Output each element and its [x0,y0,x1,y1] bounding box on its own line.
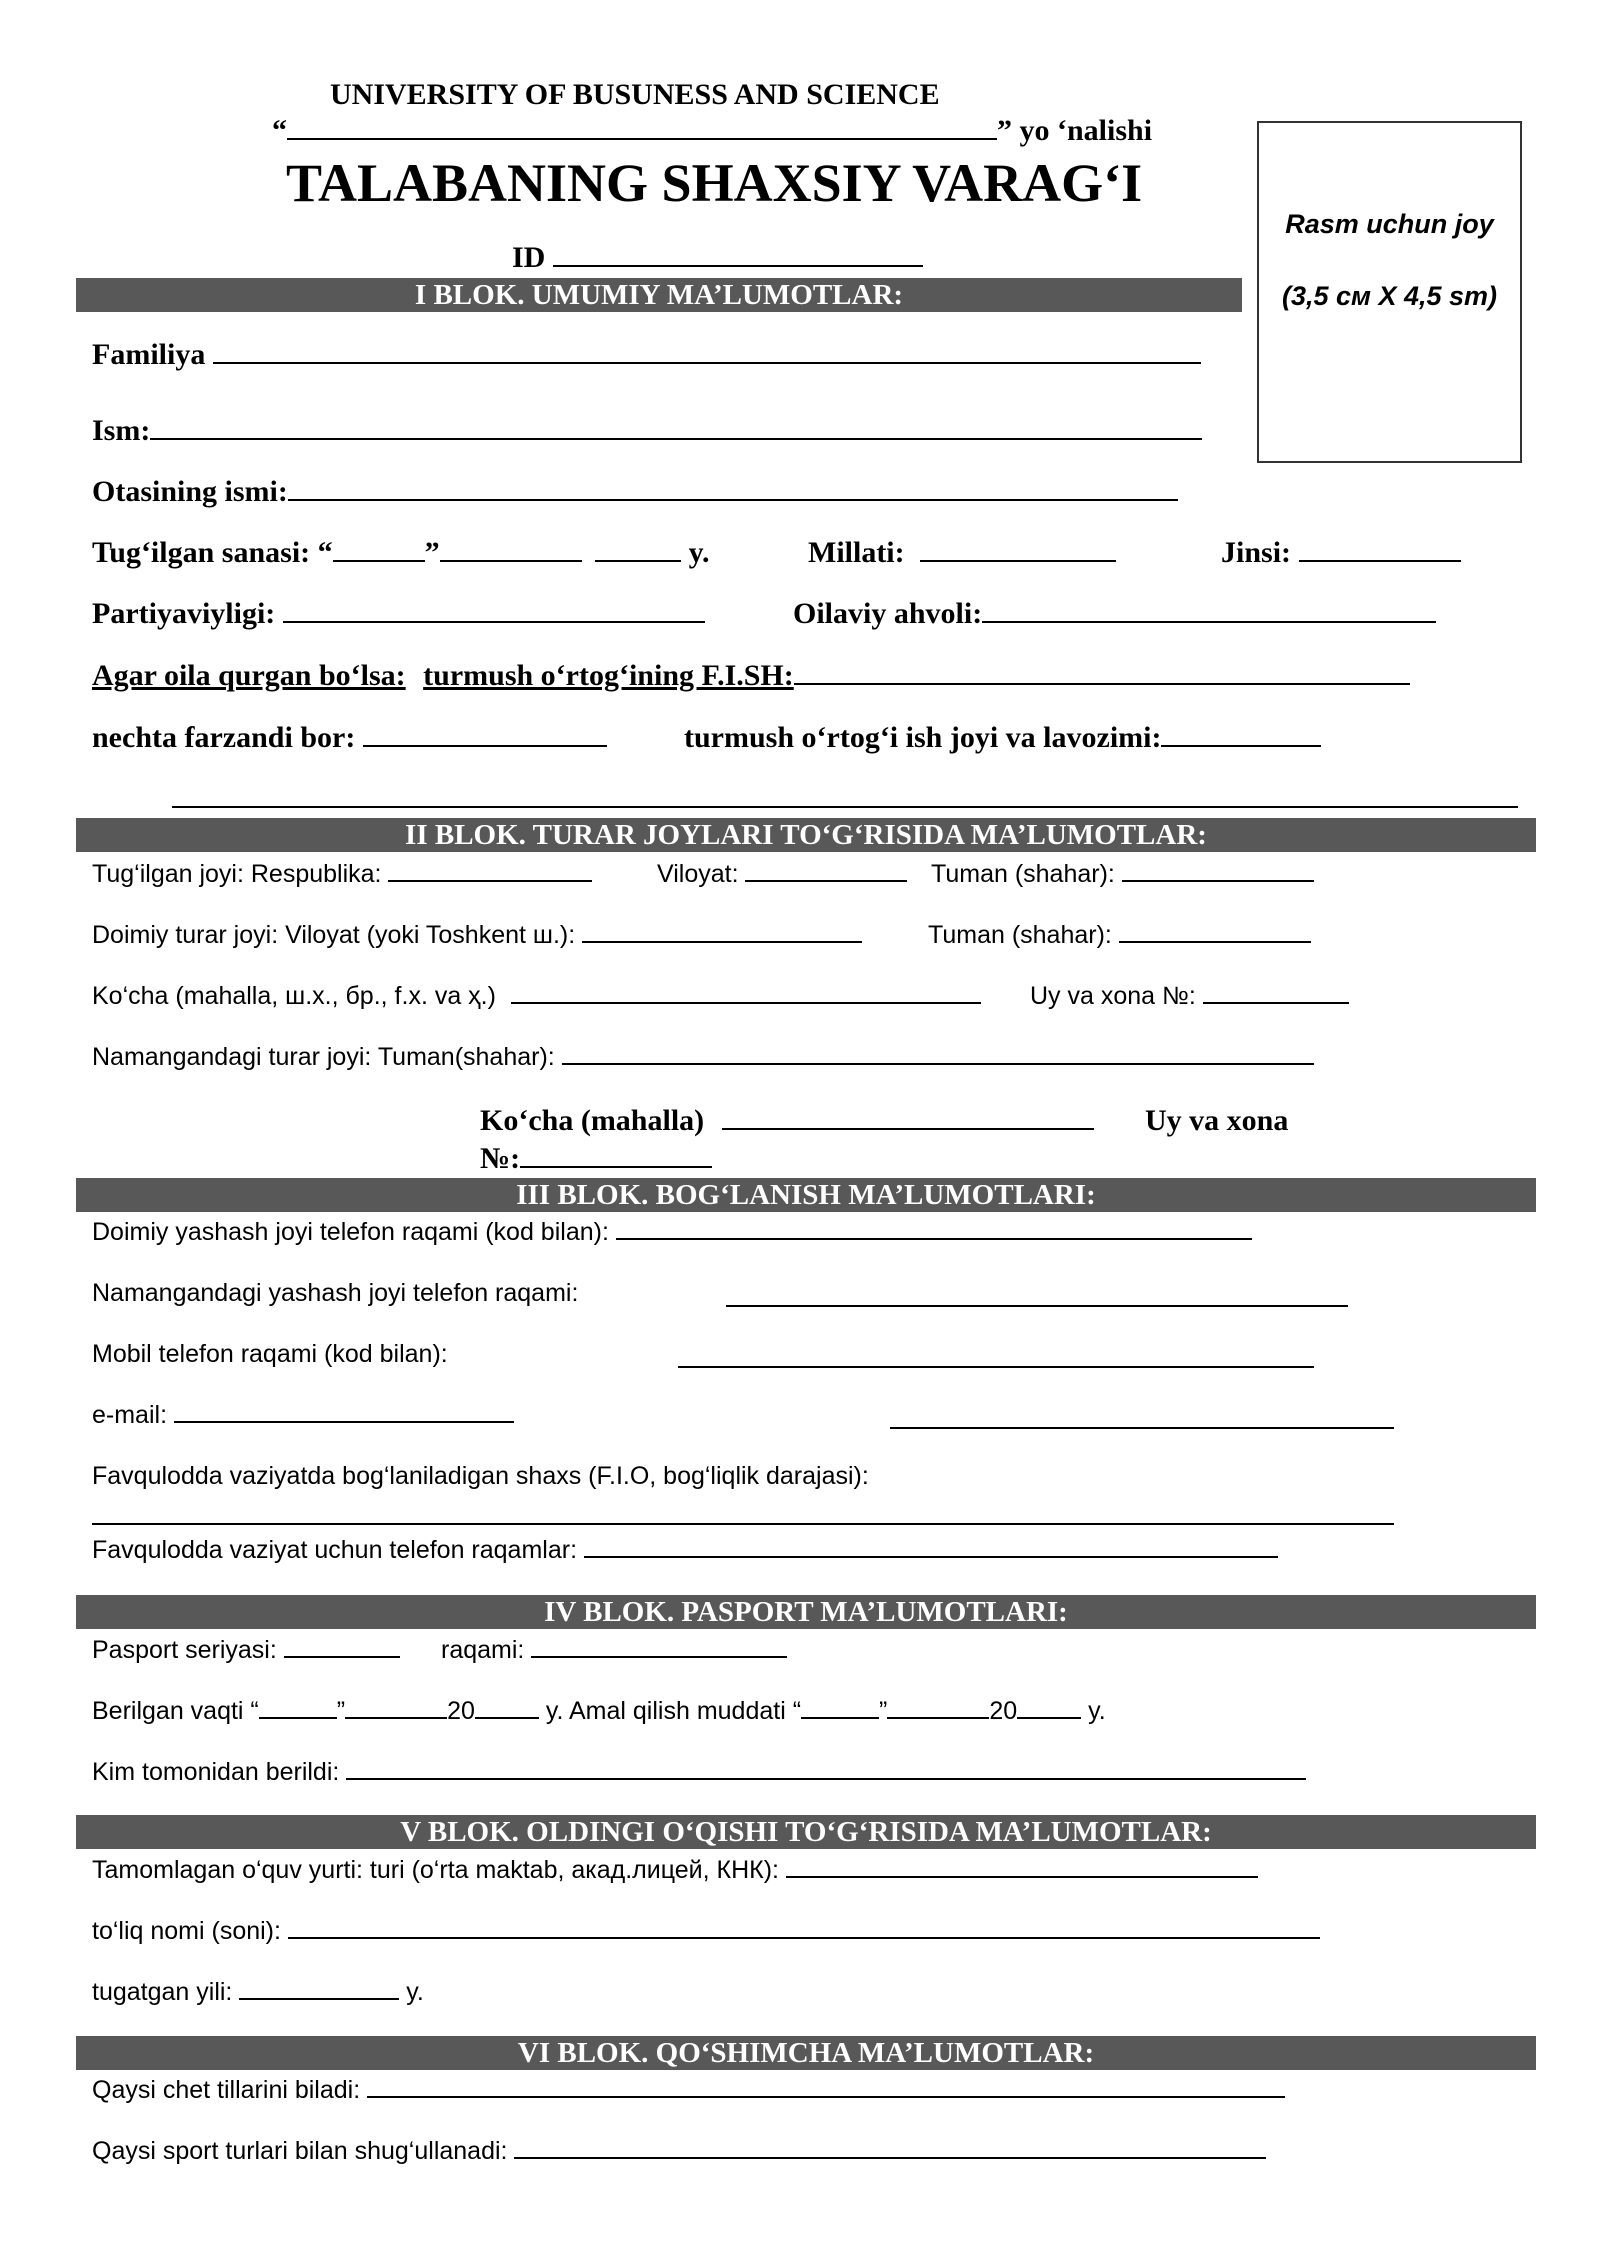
millati-row [808,536,1116,570]
otasining-ismi-label: Otasining ismi: [92,475,288,508]
viloyat-label: Viloyat: [657,860,739,888]
favq-tel-label: Favqulodda vaziyat uchun telefon raqamlar: [92,1536,578,1564]
ish-joyi-continuation-field[interactable] [172,806,1518,808]
doimiy-tel-row [92,1218,1252,1247]
tugatgan-suffix: y. [406,1978,424,2006]
email-label: e-mail: [92,1401,168,1429]
ism-label: Ism: [92,414,151,447]
namangan-turar-row [92,1043,1314,1072]
respublika-label: Tug‘ilgan joyi: Respublika: [92,860,382,888]
uy2b-row [480,1142,712,1176]
photo-size: (3,5 см X 4,5 sm) [1281,281,1498,311]
tugilgan-sanasi-label: Tug‘ilgan sanasi: “ [92,536,333,569]
email-extra-field[interactable] [890,1427,1394,1429]
berilgan-month-field[interactable] [345,1697,447,1719]
ism-field[interactable] [150,414,1202,440]
id-line [512,241,923,275]
turmush-fish-label: turmush o‘rtog‘ining F.I.SH: [423,659,794,692]
farzandi-row [92,721,607,755]
ish-joyi-label: turmush o‘rtog‘i ish joyi va lavozimi: [684,721,1162,754]
tuman-label: Tuman (shahar): [931,860,1115,888]
birth-quote: ” [424,536,440,569]
favq-row [92,1462,869,1491]
doimiy-tel-field[interactable] [616,1218,1252,1240]
uy-field[interactable] [1203,982,1349,1004]
viloyat-field[interactable] [745,860,907,882]
kim-field[interactable] [346,1758,1306,1780]
direction-field[interactable] [287,114,997,140]
partiyaviyligi-label: Partiyaviyligi: [92,597,276,630]
doimiy-tuman-field[interactable] [1119,921,1311,943]
partiyaviyligi-field[interactable] [283,597,705,623]
namangan-tel-row [92,1279,578,1308]
uy-row [1030,982,1349,1011]
amal-year-suffix: y. [1088,1697,1106,1725]
farzandi-label: nechta farzandi bor: [92,721,356,754]
uy2b-label: №: [480,1142,521,1175]
chet-row [92,2076,1285,2105]
oilaviy-label: Oilaviy ahvoli: [793,597,983,630]
block6-header: VI BLOK. QO‘SHIMCHA MA’LUMOTLAR: [76,2036,1536,2070]
otasining-ismi-field[interactable] [288,475,1178,501]
block4-header: IV BLOK. PASPORT MA’LUMOTLARI: [76,1595,1536,1629]
berilgan-century: 20 [447,1697,475,1725]
sport-row [92,2137,1266,2166]
id-label: ID [512,241,546,274]
jinsi-label: Jinsi: [1221,536,1292,569]
viloyat-row [657,860,907,889]
jinsi-row [1221,536,1461,570]
doimiy-turar-row [92,921,862,950]
kocha-row [92,982,981,1011]
familiya-label: Familiya [92,338,206,371]
seriya-field[interactable] [284,1636,400,1658]
raqami-field[interactable] [531,1636,787,1658]
tamom-field[interactable] [786,1856,1258,1878]
kim-label: Kim tomonidan berildi: [92,1758,340,1786]
doimiy-viloyat-field[interactable] [582,921,862,943]
otasining-ismi-row [92,475,1178,509]
doimiy-tuman-row [928,921,1311,950]
berilgan-quote: ” [336,1697,346,1725]
seriya-label: Pasport seriyasi: [92,1636,277,1664]
university-name: UNIVERSITY OF BUSUNESS AND SCIENCE [330,78,940,111]
millati-field[interactable] [920,536,1116,562]
favq-label: Favqulodda vaziyatda bog‘laniladigan shaxs (F.I.O, bog‘liqlik darajasi): [92,1462,869,1490]
tamom-label: Tamomlagan o‘quv yurti: turi (o‘rta maktab, акад.лицей, КНК): [92,1856,779,1884]
sport-field[interactable] [514,2137,1266,2159]
farzandi-field[interactable] [363,721,607,747]
birth-year-field[interactable] [595,536,681,562]
ish-joyi-field[interactable] [1161,721,1321,747]
tuman-row [931,860,1314,889]
familiya-row [92,338,1201,372]
uy2-row [1145,1104,1288,1138]
photo-label: Rasm uchun joy [1285,209,1494,239]
chet-field[interactable] [367,2076,1285,2098]
block2-header: II BLOK. TURAR JOYLARI TO‘G‘RISIDA MA’LUMOTLAR: [76,818,1536,852]
amal-quote: ” [879,1697,888,1725]
sport-label: Qaysi sport turlari bilan shug‘ullanadi: [92,2137,508,2165]
birth-month-field[interactable] [440,536,582,562]
amal-century: 20 [989,1697,1018,1725]
berilgan-day-field[interactable] [259,1697,337,1719]
kocha-field[interactable] [511,982,981,1004]
favq-tel-field[interactable] [584,1536,1278,1558]
namangan-turar-field[interactable] [562,1043,1314,1065]
oilaviy-field[interactable] [982,597,1436,623]
direction-suffix: ” yo ‘nalishi [997,114,1153,147]
kocha2-row [480,1104,1094,1138]
uy2-field[interactable] [520,1142,712,1168]
uy-label: Uy va xona №: [1030,982,1196,1010]
kim-row [92,1758,1306,1787]
oilaviy-row [793,597,1436,631]
namangan-turar-label: Namangandagi turar joyi: Tuman(shahar): [92,1043,555,1071]
tugatgan-field[interactable] [239,1978,399,2000]
kocha2-label: Ko‘cha (mahalla) [480,1104,705,1137]
email-field[interactable] [174,1401,514,1423]
ism-row [92,414,1202,448]
block1-header: I BLOK. UMUMIY MA’LUMOTLAR: [76,278,1242,312]
id-field[interactable] [553,241,923,267]
mobil-label: Mobil telefon raqami (kod bilan): [92,1340,448,1368]
email-row [92,1401,514,1430]
jinsi-field[interactable] [1299,536,1461,562]
tuman-field[interactable] [1122,860,1314,882]
agar-label: Agar oila qurgan bo‘lsa: [92,659,406,692]
mobil-row [92,1340,448,1369]
namangan-tel-field[interactable] [726,1305,1348,1307]
toliq-row [92,1917,1320,1946]
birth-year-suffix: y. [688,536,710,569]
amal-year-field[interactable] [1017,1697,1081,1719]
familiya-field[interactable] [213,338,1201,364]
favq-field[interactable] [92,1523,1394,1525]
favq-tel-row [92,1536,1278,1565]
partiyaviyligi-row [92,597,705,631]
toliq-label: to‘liq nomi (soni): [92,1917,281,1945]
doimiy-tuman-label: Tuman (shahar): [928,921,1112,949]
direction-line [272,114,1152,148]
photo-placeholder [1257,121,1522,463]
agar-row [92,659,1410,693]
mobil-field[interactable] [678,1366,1314,1368]
doimiy-turar-label: Doimiy turar joyi: Viloyat (yoki Toshkent ш.): [92,921,576,949]
tugatgan-label: tugatgan yili: [92,1978,233,2006]
seriya-row [92,1636,400,1665]
amal-month-field[interactable] [887,1697,989,1719]
direction-open-quote: “ [272,114,287,147]
page-title: TALABANING SHAXSIY VARAG‘I [286,153,1143,213]
amal-day-field[interactable] [801,1697,879,1719]
toliq-field[interactable] [288,1917,1320,1939]
berilgan-year-field[interactable] [475,1697,539,1719]
millati-label: Millati: [808,536,905,569]
block5-header: V BLOK. OLDINGI O‘QISHI TO‘G‘RISIDA MA’LUMOTLAR: [76,1815,1536,1849]
berilgan-row [92,1697,1106,1726]
turmush-fish-field[interactable] [794,659,1410,685]
block3-header: III BLOK. BOG‘LANISH MA’LUMOTLARI: [76,1178,1536,1212]
ish-joyi-row [684,721,1321,755]
uy2-label: Uy va xona [1145,1104,1289,1137]
respublika-field[interactable] [388,860,592,882]
birth-day-field[interactable] [333,536,425,562]
raqami-row [441,1636,787,1665]
doimiy-tel-label: Doimiy yashash joyi telefon raqami (kod bilan): [92,1218,609,1246]
berilgan-label: Berilgan vaqti “ [92,1697,259,1725]
kocha-label: Ko‘cha (mahalla, ш.х., бр., f.x. va ҳ.) [92,982,496,1010]
kocha2-field[interactable] [722,1104,1094,1130]
tugatgan-row [92,1978,424,2007]
tugilgan-sanasi-row [92,536,710,570]
chet-label: Qaysi chet tillarini biladi: [92,2076,361,2104]
tugilgan-joyi-row [92,860,592,889]
tamom-row [92,1856,1258,1885]
raqami-label: raqami: [441,1636,525,1664]
namangan-tel-label: Namangandagi yashash joyi telefon raqami: [92,1279,579,1307]
amal-label: y. Amal qilish muddati “ [545,1697,802,1725]
